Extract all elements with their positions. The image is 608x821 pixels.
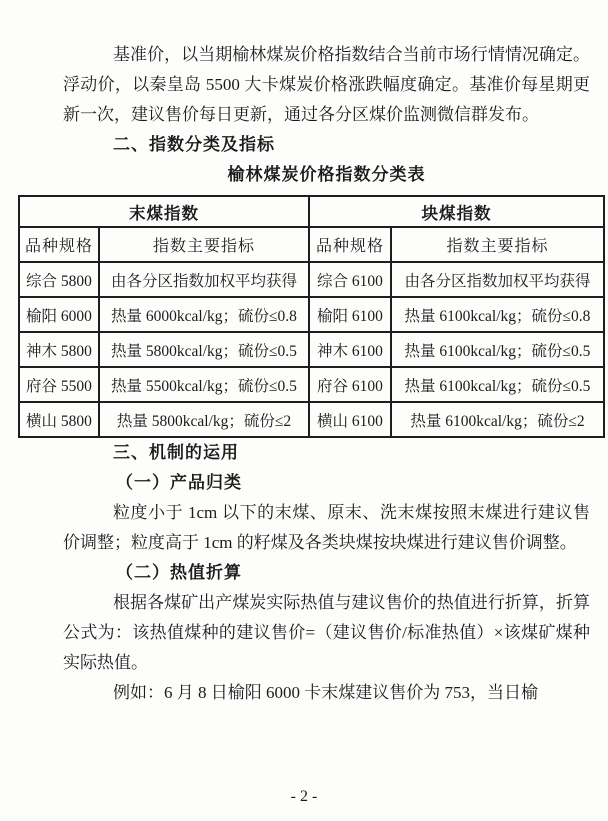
cell-spec: 神木 6100 — [309, 332, 391, 367]
cell-indicator: 热量 5800kcal/kg；硫份≤2 — [99, 402, 309, 437]
group-header-lump-coal-index: 块煤指数 — [309, 196, 604, 227]
cell-indicator: 热量 5800kcal/kg；硫份≤0.5 — [99, 332, 309, 367]
cell-spec: 府谷 6100 — [309, 367, 391, 402]
cell-indicator: 由各分区指数加权平均获得 — [99, 262, 309, 297]
paragraph-example: 例如：6 月 8 日榆阳 6000 卡末煤建议售价为 753，当日榆 — [113, 683, 538, 702]
column-header-spec-lump: 品种规格 — [309, 227, 391, 262]
table-title: 榆林煤炭价格指数分类表 — [227, 165, 426, 184]
cell-indicator: 热量 6100kcal/kg；硫份≤0.8 — [391, 297, 604, 332]
table-row — [19, 402, 604, 437]
page-number: - 2 - — [290, 788, 318, 805]
column-header-indicator-fine: 指数主要指标 — [99, 227, 309, 262]
table-row — [19, 297, 604, 332]
paragraph-product-classification: 粒度小于 1cm 以下的末煤、原末、洗末煤按照末煤进行建议售价调整；粒度高于 1cm 的籽煤及各类块煤按块煤进行建议售价调整。 — [63, 503, 590, 552]
column-header-indicator-lump: 指数主要指标 — [391, 227, 604, 262]
section-heading-mechanism: 三、机制的运用 — [113, 443, 239, 462]
cell-indicator: 热量 6100kcal/kg；硫份≤0.5 — [391, 367, 604, 402]
subheading-calorific-conversion: （二）热值折算 — [116, 563, 242, 582]
cell-spec: 横山 5800 — [19, 402, 99, 437]
cell-spec: 榆阳 6100 — [309, 297, 391, 332]
table-group-header-row — [19, 196, 604, 227]
column-header-spec-fine: 品种规格 — [19, 227, 99, 262]
cell-spec: 府谷 5500 — [19, 367, 99, 402]
paragraph-base-price: 基准价，以当期榆林煤炭价格指数结合当前市场行情情况确定。浮动价，以秦皇岛 5500 大卡煤炭价格涨跌幅度确定。基准价每星期更新一次，建议售价每日更新，通过各分区煤价监测微信群发布。 — [63, 45, 590, 124]
cell-spec: 综合 5800 — [19, 262, 99, 297]
cell-spec: 神木 5800 — [19, 332, 99, 367]
cell-indicator: 由各分区指数加权平均获得 — [391, 262, 604, 297]
cell-indicator: 热量 5500kcal/kg；硫份≤0.5 — [99, 367, 309, 402]
cell-indicator: 热量 6100kcal/kg；硫份≤0.5 — [391, 332, 604, 367]
table-row — [19, 262, 604, 297]
table-column-header-row — [19, 227, 604, 262]
cell-spec: 横山 6100 — [309, 402, 391, 437]
cell-spec: 综合 6100 — [309, 262, 391, 297]
table-row — [19, 332, 604, 367]
subheading-product-classification: （一）产品归类 — [116, 473, 242, 492]
cell-spec: 榆阳 6000 — [19, 297, 99, 332]
paragraph-calorific-conversion: 根据各煤矿出产煤炭实际热值与建议售价的热值进行折算，折算公式为：该热值煤种的建议售价=（建议售价/标准热值）×该煤矿煤种实际热值。 — [63, 593, 590, 672]
coal-price-index-table — [18, 195, 605, 438]
cell-indicator: 热量 6000kcal/kg；硫份≤0.8 — [99, 297, 309, 332]
table-row — [19, 367, 604, 402]
cell-indicator: 热量 6100kcal/kg；硫份≤2 — [391, 402, 604, 437]
group-header-fine-coal-index: 末煤指数 — [19, 196, 309, 227]
section-heading-index-classification: 二、指数分类及指标 — [113, 135, 275, 154]
